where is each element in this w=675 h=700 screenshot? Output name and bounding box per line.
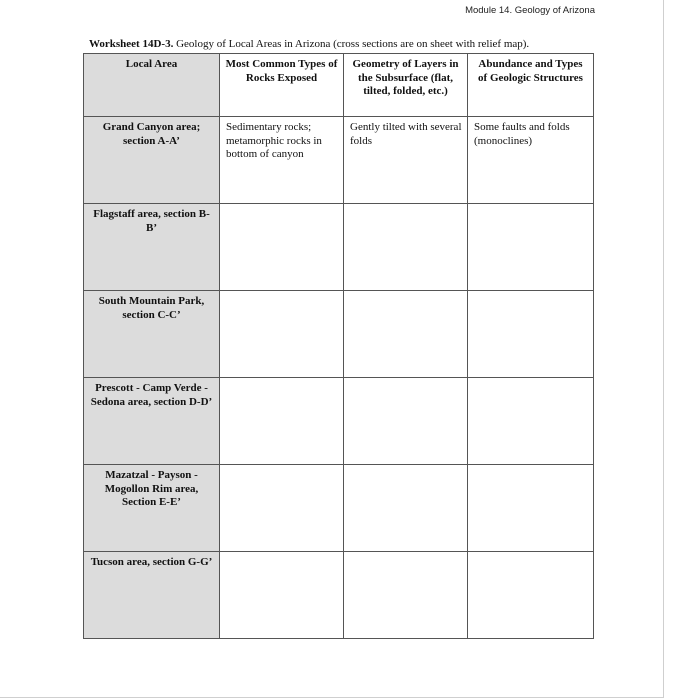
layer-geometry-cell[interactable]: [344, 291, 468, 378]
table-row: [84, 291, 594, 378]
local-area-cell: Tucson area, section G-G’: [84, 552, 220, 639]
table-row: [84, 117, 594, 204]
local-area-cell: South Mountain Park, section C-C’: [84, 291, 220, 378]
rock-types-cell[interactable]: [220, 552, 344, 639]
worksheet-table: [83, 53, 594, 639]
column-header-layer-geometry: Geometry of Layers in the Subsurface (flat, tilted, folded, etc.): [344, 54, 468, 117]
local-area-cell: Prescott - Camp Verde - Sedona area, section D-D’: [84, 378, 220, 465]
header-row: [84, 54, 594, 117]
local-area-cell: Flagstaff area, section B-B’: [84, 204, 220, 291]
worksheet-title: [89, 37, 589, 51]
geologic-structures-cell[interactable]: Some faults and folds (monoclines): [468, 117, 594, 204]
geologic-structures-cell[interactable]: [468, 465, 594, 552]
layer-geometry-cell[interactable]: [344, 552, 468, 639]
geologic-structures-cell[interactable]: [468, 552, 594, 639]
layer-geometry-cell[interactable]: Gently tilted with several folds: [344, 117, 468, 204]
table-row: [84, 378, 594, 465]
layer-geometry-cell[interactable]: [344, 378, 468, 465]
rock-types-cell[interactable]: [220, 378, 344, 465]
table-row: [84, 552, 594, 639]
geologic-structures-cell[interactable]: [468, 291, 594, 378]
table-row: [84, 204, 594, 291]
layer-geometry-cell[interactable]: [344, 204, 468, 291]
module-header: Module 14. Geology of Arizona: [465, 5, 595, 16]
column-header-geologic-structures: Abundance and Types of Geologic Structures: [468, 54, 594, 117]
rock-types-cell[interactable]: Sedimentary rocks; metamorphic rocks in bottom of canyon: [220, 117, 344, 204]
worksheet-label: Worksheet 14D-3.: [89, 38, 174, 50]
table-row: [84, 465, 594, 552]
local-area-cell: Grand Canyon area; section A-A’: [84, 117, 220, 204]
column-header-local-area: Local Area: [84, 54, 220, 117]
rock-types-cell[interactable]: [220, 465, 344, 552]
worksheet-description: Geology of Local Areas in Arizona (cross sections are on sheet with relief map).: [173, 38, 530, 50]
column-header-rock-types: Most Common Types of Rocks Exposed: [220, 54, 344, 117]
rock-types-cell[interactable]: [220, 204, 344, 291]
geologic-structures-cell[interactable]: [468, 378, 594, 465]
local-area-cell: Mazatzal - Payson - Mogollon Rim area, Section E-E’: [84, 465, 220, 552]
geologic-structures-cell[interactable]: [468, 204, 594, 291]
layer-geometry-cell[interactable]: [344, 465, 468, 552]
rock-types-cell[interactable]: [220, 291, 344, 378]
